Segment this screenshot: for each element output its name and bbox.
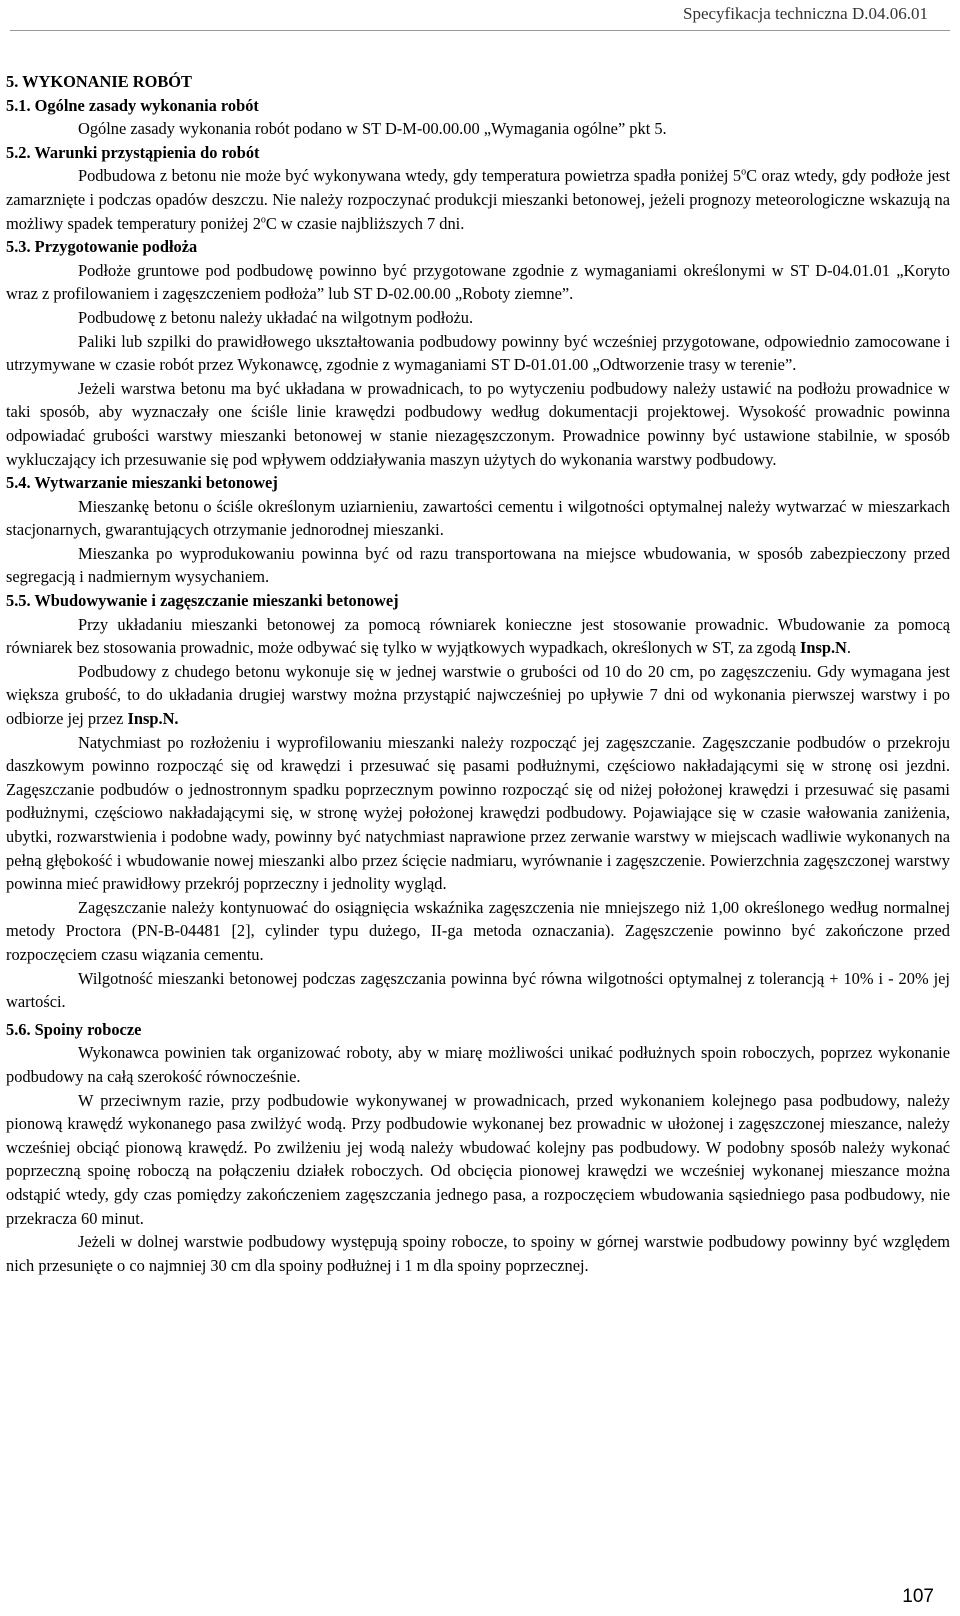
section-heading-5: 5. WYKONANIE ROBÓT — [6, 72, 192, 91]
paragraph-5-1: Ogólne zasady wykonania robót podano w ST D-M-00.00.00 „Wymagania ogólne” pkt 5. — [78, 119, 667, 139]
paragraph-5-5-1: Przy układaniu mieszanki betonowej za pomocą równiarek konieczne jest stosowanie prowadnic. Wbudowanie za pomocą równiarek bez stosowania prowadnic, może odbywać się tylko w wyjątkowych wypadkach, określonych w ST, za zgodą Insp.N. — [6, 614, 950, 658]
paragraph-5-5-5: Wilgotność mieszanki betonowej podczas zagęszczania powinna być równa wilgotności optymalnej z tolerancją + 10% i - 20% jej wartości. — [6, 968, 950, 1012]
document-header: Specyfikacja techniczna D.04.06.01 — [683, 4, 928, 23]
paragraph-5-5-4: Zagęszczanie należy kontynuować do osiągnięcia wskaźnika zagęszczenia nie mniejszego niż 1,00 określonego według normalnej metody Proctora (PN-B-04481 [2], cylinder typu dużego, II-ga metoda oznaczania). Zagęszczenie powinno być zakończone przed rozpoczęciem czasu wiązania cementu. — [6, 897, 950, 964]
section-heading-5-5: 5.5. Wbudowywanie i zagęszczanie mieszanki betonowej — [6, 591, 399, 611]
section-heading-5-4: 5.4. Wytwarzanie mieszanki betonowej — [6, 473, 278, 493]
paragraph-5-3-2: Podbudowę z betonu należy układać na wilgotnym podłożu. — [78, 307, 474, 327]
section-heading-5-1: 5.1. Ogólne zasady wykonania robót — [6, 95, 259, 115]
paragraph-5-3-3: Paliki lub szpilki do prawidłowego ukształtowania podbudowy powinny być wcześniej przygotowane, odpowiednio zamocowane i utrzymywane w czasie robót przez Wykonawcę, zgodnie z wymaganiami ST D-01.01.00 „Odtworzenie trasy w terenie”. — [6, 331, 950, 375]
paragraph-5-5-2: Podbudowy z chudego betonu wykonuje się w jednej warstwie o grubości od 10 do 20 cm, po zagęszczeniu. Gdy wymagana jest większa grubość, to do układania drugiej warstwy można przystąpić najwcześniej po upływie 7 dni od wykonania pierwszej warstwy i po odbiorze jej przez Insp.N. — [6, 661, 950, 729]
paragraph-5-4-2: Mieszanka po wyprodukowaniu powinna być od razu transportowana na miejsce wbudowania, w sposób zabezpieczony przed segregacją i nadmiernym wysychaniem. — [6, 543, 950, 587]
section-heading-5-3: 5.3. Przygotowanie podłoża — [6, 237, 198, 257]
paragraph-5-6-1: Wykonawca powinien tak organizować roboty, aby w miarę możliwości unikać podłużnych spoin roboczych, poprzez wykonanie podbudowy na całą szerokość równocześnie. — [6, 1043, 950, 1086]
page-number: 107 — [902, 1586, 934, 1607]
header-divider — [10, 30, 950, 31]
document-body — [6, 70, 950, 1277]
section-heading-5-6: 5.6. Spoiny robocze — [6, 1019, 142, 1039]
paragraph-5-6-2: W przeciwnym razie, przy podbudowie wykonywanej w prowadnicach, przed wykonaniem kolejnego pasa podbudowy, należy pionową krawędź wykonanego pasa zwilżyć wodą. Przy podbudowie wykonanej bez prowadnic w ułożonej i zagęszczonej mieszance, należy wcześniej obciąć pionową krawędź. Po zwilżeniu jej wodą należy wbudować kolejny pas podbudowy. W podobny sposób należy wykonać poprzeczną spoinę roboczą na połączeniu działek roboczych. Od obcięcia pionowej krawędzi we wcześniej wykonanej mieszance można odstąpić wtedy, gdy czas pomiędzy zakończeniem zagęszczania jednego pasa, a rozpoczęciem wbudowania sąsiedniego pasa podbudowy, nie przekracza 60 minut. — [6, 1090, 950, 1228]
paragraph-5-4-1: Mieszankę betonu o ściśle określonym uziarnieniu, zawartości cementu i wilgotności optymalnej należy wytwarzać w mieszarkach stacjonarnych, gwarantujących otrzymanie jednorodnej mieszanki. — [6, 496, 950, 540]
paragraph-5-5-3: Natychmiast po rozłożeniu i wyprofilowaniu mieszanki należy rozpocząć jej zagęszczanie. Zagęszczanie podbudów o przekroju daszkowym powinno rozpocząć się od krawędzi i przesuwać się pasami podłużnymi, częściowo nakładającymi się w stronę osi jezdni. Zagęszczanie podbudów o jednostronnym spadku poprzecznym powinno rozpocząć się od niżej położonej krawędzi i przesuwać się pasami podłużnymi, częściowo nakładającymi się, w stronę wyżej położonej krawędzi podbudowy. Pojawiające się w czasie wałowania zaniżenia, ubytki, rozwarstwienia i podobne wady, powinny być natychmiast naprawione przez zerwanie warstwy w miejscach wadliwie wykonanych na pełną głębokość i wbudowanie nowej mieszanki albo przez ścięcie nadmiaru, wyrównanie i zagęszczenie. Powierzchnia zagęszczonej warstwy powinna mieć prawidłowy przekrój poprzeczny i jednolity wygląd. — [6, 732, 950, 894]
paragraph-5-2-1: Podbudowa z betonu nie może być wykonywana wtedy, gdy temperatura powietrza spadła poniżej 5$^o$C oraz wtedy, gdy podłoże jest zamarznięte i podczas opadów deszczu. Nie należy rozpoczynać produkcji mieszanki betonowej, jeżeli prognozy meteorologiczne wskazują na możliwy spadek temperatury poniżej 2$^o$C w czasie najbliższych 7 dni. — [6, 166, 950, 233]
paragraph-5-3-4: Jeżeli warstwa betonu ma być układana w prowadnicach, to po wytyczeniu podbudowy należy ustawić na podłożu prowadnice w taki sposób, aby wyznaczały one ściśle linie krawędzi podbudowy według dokumentacji projektowej. Wysokość prowadnic powinna odpowiadać grubości warstwy mieszanki betonowej w stanie niezagęszczonym. Prowadnice powinny być ustawione stabilnie, w sposób wykluczający ich przesuwanie się pod wpływem oddziaływania maszyn użytych do wykonania warstwy podbudowy. — [6, 378, 950, 469]
paragraph-5-3-1: Podłoże gruntowe pod podbudowę powinno być przygotowane zgodnie z wymaganiami określonymi w ST D-04.01.01 „Koryto wraz z profilowaniem i zagęszczeniem podłoża” lub ST D-02.00.00 „Roboty ziemne”. — [6, 260, 950, 304]
section-heading-5-2: 5.2. Warunki przystąpienia do robót — [6, 142, 260, 162]
paragraph-5-6-3: Jeżeli w dolnej warstwie podbudowy występują spoiny robocze, to spoiny w górnej warstwie podbudowy powinny być względem nich przesunięte o co najmniej 30 cm dla spoiny podłużnej i 1 m dla spoiny poprzecznej. — [6, 1232, 950, 1275]
